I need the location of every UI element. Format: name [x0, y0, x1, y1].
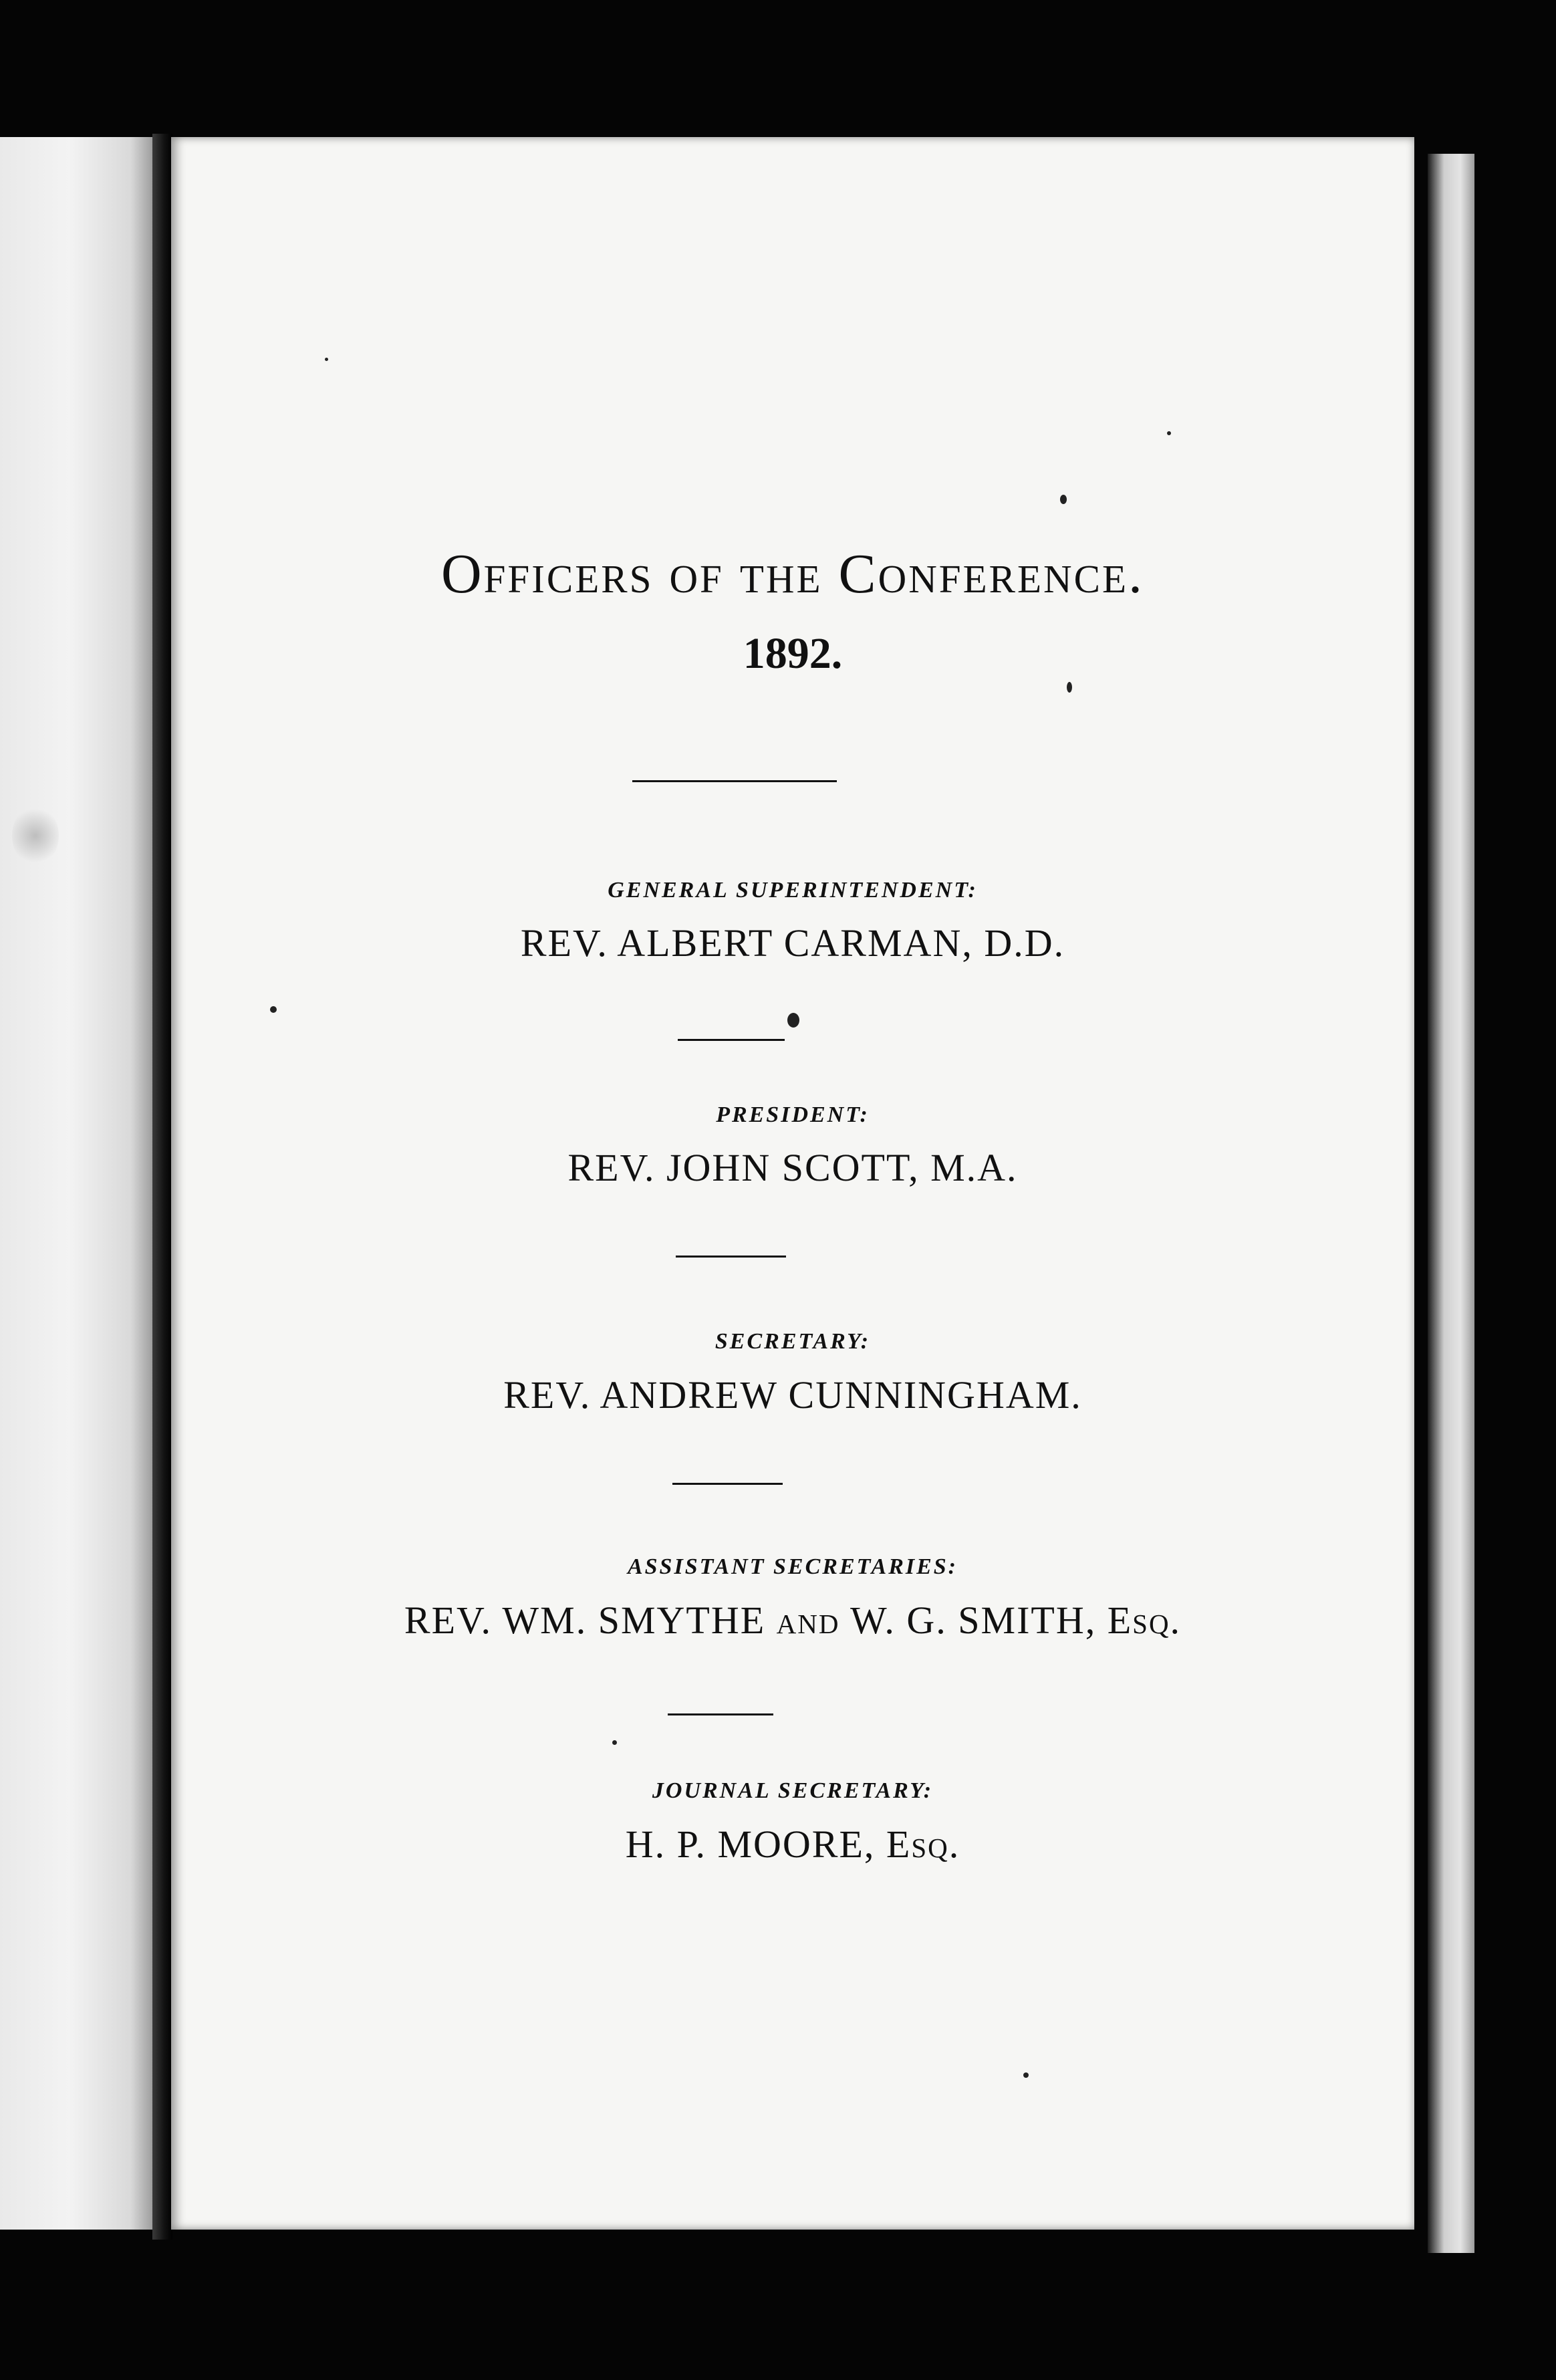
section-name-secretary: REV. ANDREW CUNNINGHAM.	[503, 1373, 1082, 1417]
section-label-assistant-secretaries: ASSISTANT SECRETARIES:	[627, 1554, 958, 1579]
divider	[676, 1256, 786, 1258]
name-part: REV. WM. SMYTHE	[404, 1598, 766, 1642]
book-gutter	[152, 134, 172, 2240]
honorific: Esq.	[1107, 1598, 1182, 1642]
section-name-general-superintendent: REV. ALBERT CARMAN, D.D.	[520, 921, 1065, 965]
speck	[1167, 431, 1171, 435]
conjunction: and	[776, 1598, 840, 1642]
speck	[787, 1013, 799, 1028]
section-label-general-superintendent: GENERAL SUPERINTENDENT:	[608, 878, 978, 903]
page-title: Officers of the Conference.	[440, 543, 1145, 605]
section-label-president: PRESIDENT:	[716, 1102, 870, 1127]
speck	[1023, 2072, 1029, 2078]
divider	[678, 1039, 785, 1041]
speck	[612, 1740, 617, 1745]
divider	[632, 780, 837, 782]
year: 1892.	[743, 629, 843, 678]
speck	[1067, 682, 1072, 693]
section-label-journal-secretary: JOURNAL SECRETARY:	[652, 1778, 934, 1803]
divider	[672, 1483, 783, 1485]
honorific: Esq.	[886, 1822, 960, 1866]
divider	[668, 1713, 773, 1715]
page-content	[171, 137, 1414, 2230]
page-edge	[1428, 154, 1474, 2253]
facing-page	[0, 137, 154, 2230]
section-name-journal-secretary	[171, 1822, 1414, 1867]
speck	[325, 358, 328, 361]
name-part: H. P. MOORE,	[625, 1822, 876, 1866]
section-name-president: REV. JOHN SCOTT, M.A.	[567, 1146, 1018, 1189]
section-label-secretary: SECRETARY:	[715, 1329, 871, 1354]
name-part: W. G. SMITH,	[850, 1598, 1097, 1642]
speck	[270, 1006, 277, 1013]
speck	[1060, 495, 1067, 504]
section-name-assistant-secretaries	[171, 1598, 1414, 1643]
smudge	[12, 806, 59, 866]
